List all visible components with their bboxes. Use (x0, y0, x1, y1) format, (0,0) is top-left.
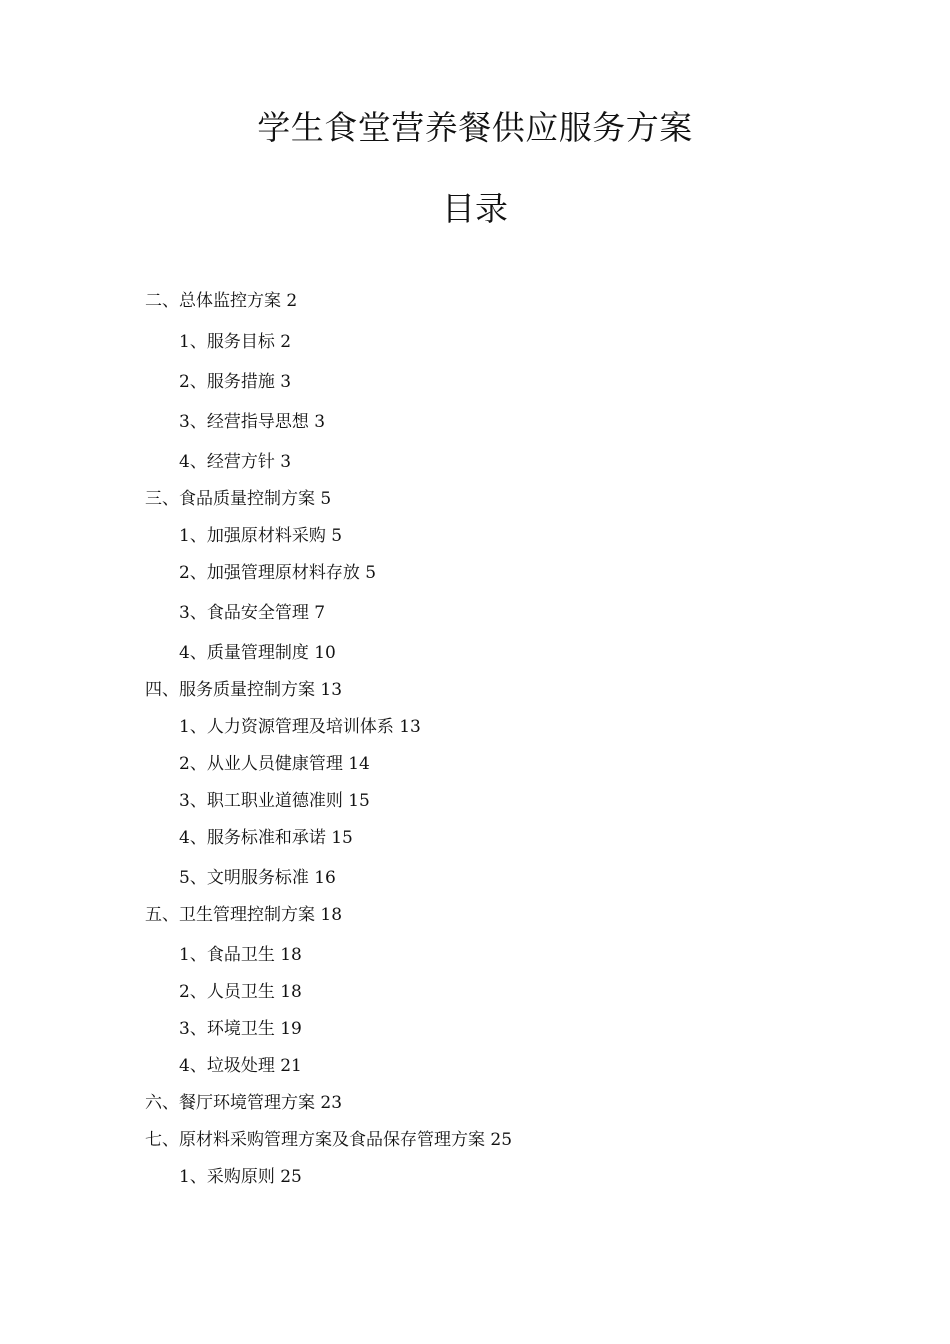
toc-subsection[interactable]: 3、食品安全管理 7 (179, 603, 326, 623)
toc-subsection[interactable]: 2、从业人员健康管理 14 (179, 754, 370, 774)
toc-section[interactable]: 二、总体监控方案 2 (145, 291, 298, 311)
toc-subsection[interactable]: 4、经营方针 3 (179, 452, 292, 472)
toc-section[interactable]: 六、餐厅环境管理方案 23 (145, 1093, 343, 1113)
toc-subsection[interactable]: 1、人力资源管理及培训体系 13 (179, 717, 421, 737)
toc-subsection[interactable]: 4、垃圾处理 21 (179, 1056, 302, 1076)
toc-subsection[interactable]: 1、采购原则 25 (179, 1167, 302, 1187)
toc-subsection[interactable]: 1、服务目标 2 (179, 332, 292, 352)
toc-subsection[interactable]: 2、人员卫生 18 (179, 982, 302, 1002)
toc-subsection[interactable]: 5、文明服务标准 16 (179, 868, 336, 888)
document-title: 学生食堂营养餐供应服务方案 (257, 108, 693, 147)
toc-section[interactable]: 四、服务质量控制方案 13 (145, 680, 343, 700)
toc-subsection[interactable]: 1、食品卫生 18 (179, 945, 302, 965)
toc-subsection[interactable]: 2、服务措施 3 (179, 372, 292, 392)
toc-subsection[interactable]: 3、经营指导思想 3 (179, 412, 326, 432)
toc-subsection[interactable]: 1、加强原材料采购 5 (179, 526, 343, 546)
toc-subsection[interactable]: 4、服务标准和承诺 15 (179, 828, 353, 848)
toc-section[interactable]: 五、卫生管理控制方案 18 (145, 905, 343, 925)
toc-subsection[interactable]: 2、加强管理原材料存放 5 (179, 563, 377, 583)
toc-section[interactable]: 三、食品质量控制方案 5 (145, 489, 332, 509)
toc-subsection[interactable]: 4、质量管理制度 10 (179, 643, 336, 663)
toc-section[interactable]: 七、原材料采购管理方案及食品保存管理方案 25 (145, 1130, 513, 1150)
toc-subsection[interactable]: 3、职工职业道德准则 15 (179, 791, 370, 811)
toc-heading: 目录 (442, 189, 508, 228)
toc-subsection[interactable]: 3、环境卫生 19 (179, 1019, 302, 1039)
